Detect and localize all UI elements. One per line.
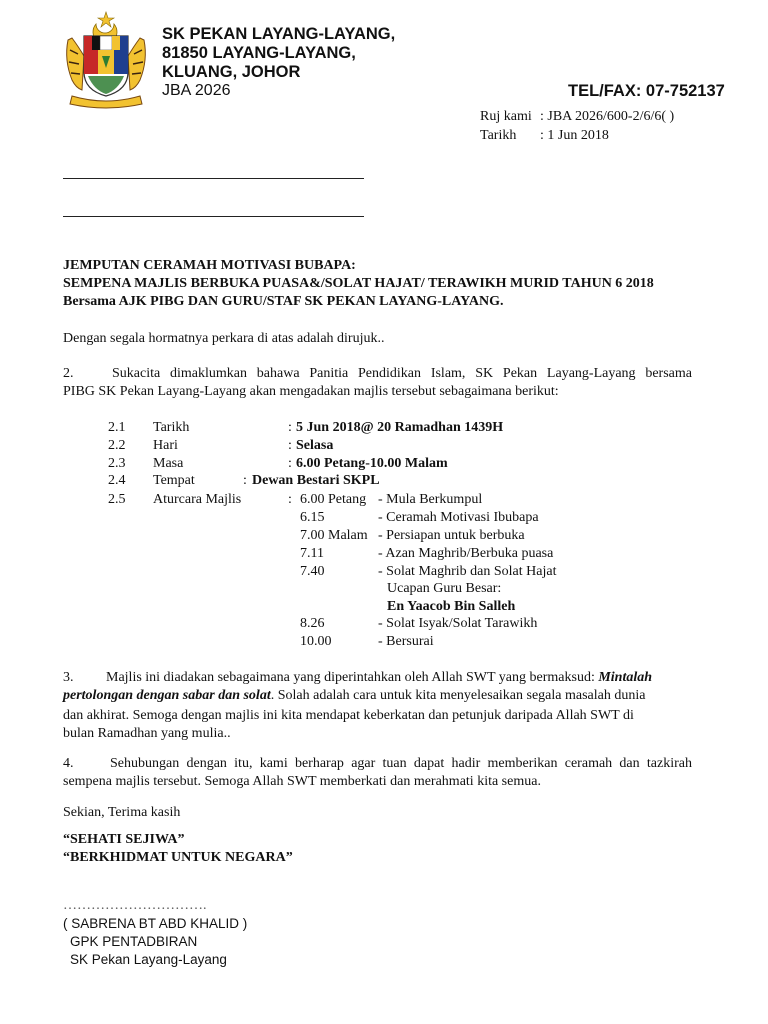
detail-value: Dewan Bestari SKPL: [252, 473, 380, 488]
title-line-1: JEMPUTAN CERAMAH MOTIVASI BUBAPA:: [63, 258, 356, 273]
para-3-line-2-text: . Solah adalah cara untuk kita menyelesaikan segala masalah dunia: [270, 688, 646, 703]
para-4-line-1: Sehubungan dengan itu, kami berharap agar tuan dapat hadir memberikan ceramah dan tazkirah: [110, 756, 692, 771]
detail-separator: :: [243, 473, 247, 488]
greeting: Dengan segala hormatnya perkara di atas adalah dirujuk..: [63, 331, 385, 346]
para-2-line-1: Sukacita dimaklumkan bahawa Panitia Pendidikan Islam, SK Pekan Layang-Layang bersama: [112, 366, 692, 381]
detail-separator: :: [288, 456, 292, 471]
tel-fax: TEL/FAX: 07-752137: [568, 82, 725, 100]
schedule-item: - Bersurai: [378, 634, 434, 649]
schedule-time: 7.40: [300, 564, 325, 579]
address-blank-line: [63, 178, 364, 179]
para-3-line-4: bulan Ramadhan yang mulia..: [63, 726, 231, 741]
para-3-line-2: [63, 687, 645, 705]
para-3-number: 3.: [63, 670, 74, 685]
tarikh-label: Tarikh: [480, 128, 517, 143]
title-line-3: Bersama AJK PIBG DAN GURU/STAF SK PEKAN LAYANG-LAYANG.: [63, 294, 504, 309]
detail-value: Selasa: [296, 438, 334, 453]
detail-number: 2.5: [108, 492, 126, 507]
schedule-time: 7.00 Malam: [300, 528, 368, 543]
detail-number: 2.2: [108, 438, 126, 453]
schedule-item: - Persiapan untuk berbuka: [378, 528, 525, 543]
motto-2: “BERKHIDMAT UNTUK NEGARA”: [63, 850, 293, 865]
schedule-item: - Azan Maghrib/Berbuka puasa: [378, 546, 554, 561]
detail-value: 5 Jun 2018@ 20 Ramadhan 1439H: [296, 420, 504, 435]
schedule-item: - Ceramah Motivasi Ibubapa: [378, 510, 539, 525]
schedule-time: 6.00 Petang: [300, 492, 367, 507]
para-3-quote-end: pertolongan dengan sabar dan solat: [63, 688, 271, 703]
detail-label: Hari: [153, 438, 178, 453]
detail-separator: :: [288, 438, 292, 453]
address-line-2: KLUANG, JOHOR: [162, 63, 301, 81]
para-2-line-2: PIBG SK Pekan Layang-Layang akan mengadakan majlis tersebut sebagaimana berikut:: [63, 384, 559, 399]
schedule-item: En Yaacob Bin Salleh: [387, 599, 516, 614]
signatory-school: SK Pekan Layang-Layang: [70, 952, 227, 967]
address-blank-line: [63, 216, 364, 217]
detail-label: Tarikh: [153, 420, 190, 435]
detail-separator: :: [288, 420, 292, 435]
para-3-line-1-text: Majlis ini diadakan sebagaimana yang diperintahkan oleh Allah SWT yang bermaksud:: [106, 670, 595, 685]
detail-value: 6.00 Petang-10.00 Malam: [296, 456, 448, 471]
schedule-time: 8.26: [300, 616, 325, 631]
schedule-item: - Solat Maghrib dan Solat Hajat: [378, 564, 557, 579]
para-4-line-2: sempena majlis tersebut. Semoga Allah SWT memberkati dan merahmati kita semua.: [63, 774, 541, 789]
signatory-name: ( SABRENA BT ABD KHALID ): [63, 916, 248, 931]
ruj-kami-value: : JBA 2026/600-2/6/6( ): [540, 109, 675, 124]
ruj-kami-label: Ruj kami: [480, 109, 532, 124]
detail-number: 2.4: [108, 473, 126, 488]
para-2-number: 2.: [63, 366, 74, 381]
closing: Sekian, Terima kasih: [63, 805, 181, 820]
para-3-line-1: [106, 669, 652, 687]
title-line-2: SEMPENA MAJLIS BERBUKA PUASA&/SOLAT HAJAT/ TERAWIKH MURID TAHUN 6 2018: [63, 276, 654, 291]
schedule-item: - Mula Berkumpul: [378, 492, 483, 507]
detail-number: 2.3: [108, 456, 126, 471]
school-name: SK PEKAN LAYANG-LAYANG,: [162, 25, 396, 43]
schedule-item: Ucapan Guru Besar:: [387, 581, 502, 596]
schedule-item: - Solat Isyak/Solat Tarawikh: [378, 616, 538, 631]
detail-label: Masa: [153, 456, 184, 471]
detail-number: 2.1: [108, 420, 126, 435]
para-3-line-3: dan akhirat. Semoga dengan majlis ini kita mendapat keberkatan dan petunjuk daripada Allah SWT di: [63, 708, 634, 723]
detail-separator: :: [288, 492, 292, 507]
detail-label: Tempat: [153, 473, 195, 488]
schedule-time: 6.15: [300, 510, 325, 525]
para-3-quote-start: Mintalah: [598, 670, 653, 685]
motto-1: “SEHATI SEJIWA”: [63, 832, 185, 847]
address-line-1: 81850 LAYANG-LAYANG,: [162, 44, 356, 62]
schedule-time: 7.11: [300, 546, 324, 561]
coat-of-arms-icon: [62, 10, 150, 110]
signatory-position: GPK PENTADBIRAN: [70, 934, 198, 949]
detail-label: Aturcara Majlis: [153, 492, 242, 507]
schedule-time: 10.00: [300, 634, 332, 649]
para-4-number: 4.: [63, 756, 74, 771]
school-code: JBA 2026: [162, 82, 231, 99]
tarikh-value: : 1 Jun 2018: [540, 128, 609, 143]
signature-dots: ………………………….: [63, 898, 207, 913]
